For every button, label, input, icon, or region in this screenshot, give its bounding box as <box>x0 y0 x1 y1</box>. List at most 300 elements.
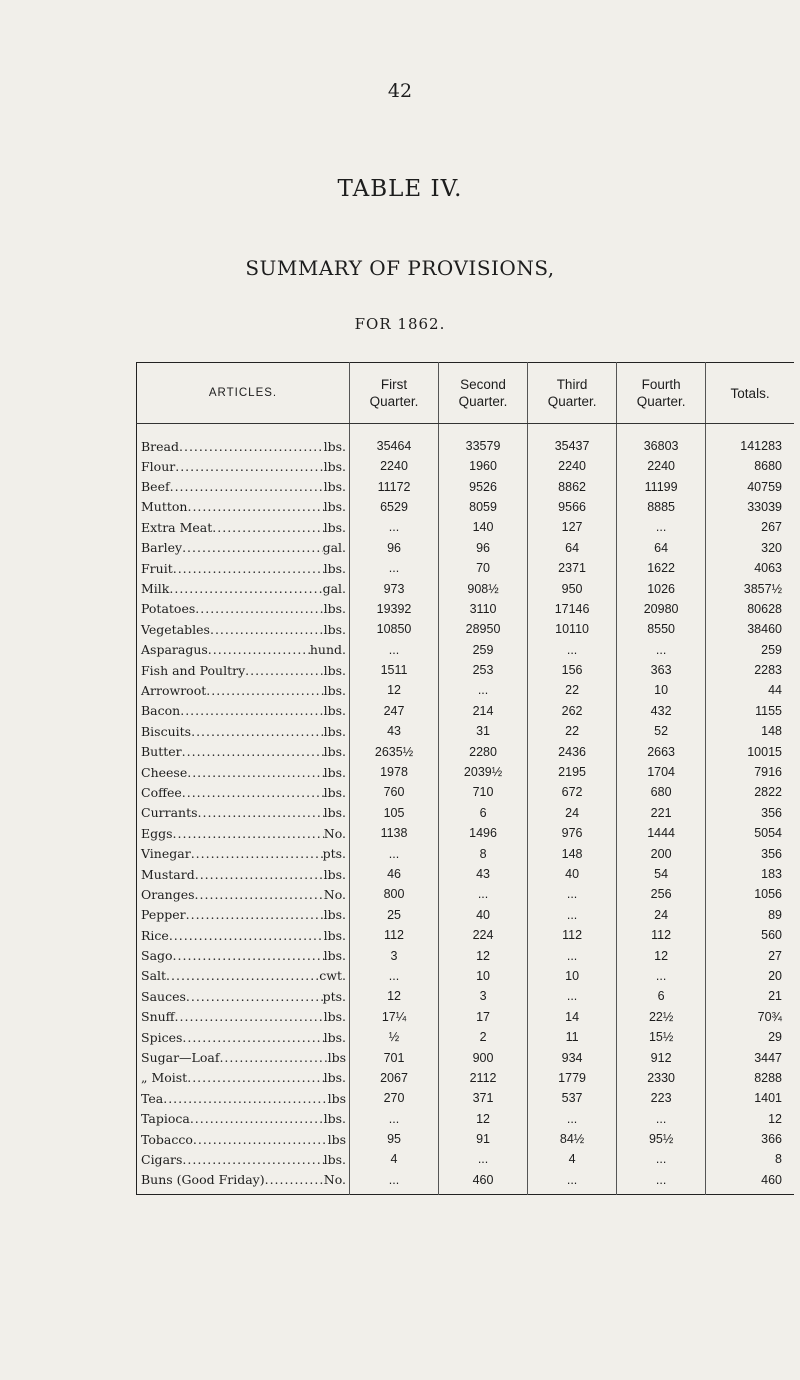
table-row <box>137 701 795 721</box>
table-row <box>137 1007 795 1027</box>
article-name: Coffee <box>141 784 182 800</box>
table-row <box>137 1109 795 1129</box>
q4-cell: 1622 <box>617 558 706 578</box>
q3-cell: 22 <box>528 721 617 741</box>
article-name: Extra Meat <box>141 519 213 535</box>
q1-cell: 112 <box>350 925 439 945</box>
article-unit: hund. <box>309 642 346 658</box>
q4-cell: 1444 <box>617 823 706 843</box>
leader-dots <box>175 459 323 474</box>
q4-cell: ... <box>617 966 706 986</box>
leader-dots <box>206 683 323 698</box>
q1-cell: ... <box>350 558 439 578</box>
leader-dots <box>187 1070 323 1085</box>
q4-cell: ... <box>617 1170 706 1195</box>
q2-cell: 460 <box>439 1170 528 1195</box>
article-cell <box>137 640 350 660</box>
article-name: Arrowroot <box>141 682 207 698</box>
article-name: Sago <box>141 948 173 964</box>
q4-cell: 1704 <box>617 762 706 782</box>
article-name: Bacon <box>141 703 181 719</box>
q1-cell: 12 <box>350 986 439 1006</box>
leader-dots <box>169 581 322 596</box>
q1-cell: ½ <box>350 1027 439 1047</box>
article-unit: lbs. <box>323 805 346 821</box>
total-cell: 10015 <box>706 741 794 761</box>
q3-cell: 156 <box>528 660 617 680</box>
total-cell: 259 <box>706 640 794 660</box>
leader-dots <box>208 642 310 657</box>
total-cell: 40759 <box>706 476 794 496</box>
q3-cell: 14 <box>528 1007 617 1027</box>
q2-cell: 40 <box>439 905 528 925</box>
total-cell: 267 <box>706 517 794 537</box>
q2-cell: 8 <box>439 843 528 863</box>
article-unit: gal. <box>322 540 346 556</box>
article-cell <box>137 1047 350 1067</box>
q2-cell: 140 <box>439 517 528 537</box>
q2-cell: 8059 <box>439 497 528 517</box>
table-row <box>137 966 795 986</box>
q1-cell: 46 <box>350 864 439 884</box>
article-name: Salt <box>141 968 167 984</box>
leader-dots <box>182 1152 323 1167</box>
total-cell: 460 <box>706 1170 794 1195</box>
q1-cell: 1978 <box>350 762 439 782</box>
leader-dots <box>210 622 324 637</box>
article-unit: lbs. <box>323 764 346 780</box>
q1-cell: 2240 <box>350 456 439 476</box>
article-unit: lbs <box>327 1050 346 1066</box>
q3-cell: 40 <box>528 864 617 884</box>
q3-cell: 9566 <box>528 497 617 517</box>
article-name: Vegetables <box>141 621 210 637</box>
table-row <box>137 884 795 904</box>
table-row <box>137 762 795 782</box>
article-cell <box>137 823 350 843</box>
header-third-quarter: Third Quarter. <box>528 363 617 424</box>
q3-cell: ... <box>528 945 617 965</box>
q2-cell: 12 <box>439 1109 528 1129</box>
article-unit: lbs. <box>323 621 346 637</box>
q3-cell: 24 <box>528 803 617 823</box>
article-name: Spices <box>141 1029 183 1045</box>
article-unit: lbs. <box>323 479 346 495</box>
leader-dots <box>182 744 324 759</box>
q4-cell: 11199 <box>617 476 706 496</box>
table-row <box>137 680 795 700</box>
table-row <box>137 456 795 476</box>
article-name: Mustard <box>141 866 195 882</box>
header-totals: Totals. <box>706 363 794 424</box>
leader-dots <box>182 540 322 555</box>
q2-cell: 2 <box>439 1027 528 1047</box>
article-unit: lbs. <box>323 1070 346 1086</box>
q4-cell: 64 <box>617 538 706 558</box>
article-cell <box>137 680 350 700</box>
article-cell <box>137 1007 350 1027</box>
article-unit: lbs. <box>323 662 346 678</box>
table-row <box>137 640 795 660</box>
q2-cell: 31 <box>439 721 528 741</box>
article-name: Fish and Poultry <box>141 662 246 678</box>
table-row <box>137 864 795 884</box>
q1-cell: 973 <box>350 578 439 598</box>
table-row <box>137 905 795 925</box>
article-cell <box>137 721 350 741</box>
article-cell <box>137 864 350 884</box>
article-cell <box>137 1088 350 1108</box>
table-row <box>137 1068 795 1088</box>
article-name: Mutton <box>141 499 188 515</box>
q3-cell: 950 <box>528 578 617 598</box>
table-row <box>137 945 795 965</box>
article-unit: lbs. <box>323 744 346 760</box>
provisions-table <box>136 362 794 1195</box>
article-name: Vinegar <box>141 846 191 862</box>
article-unit: No. <box>323 886 346 902</box>
leader-dots <box>170 479 324 494</box>
leader-dots <box>245 663 323 678</box>
leader-dots <box>163 1091 327 1106</box>
q2-cell: 2112 <box>439 1068 528 1088</box>
leader-dots <box>219 1050 327 1065</box>
total-cell: 1056 <box>706 884 794 904</box>
q4-cell: ... <box>617 640 706 660</box>
q1-cell: 35464 <box>350 424 439 457</box>
q4-cell: 15½ <box>617 1027 706 1047</box>
leader-dots <box>173 561 324 576</box>
q1-cell: 105 <box>350 803 439 823</box>
article-unit: pts. <box>322 988 346 1004</box>
article-unit: lbs. <box>323 519 346 535</box>
article-name: Currants <box>141 805 198 821</box>
table-row <box>137 782 795 802</box>
q3-cell: ... <box>528 986 617 1006</box>
article-cell <box>137 619 350 639</box>
q3-cell: ... <box>528 1109 617 1129</box>
leader-dots <box>182 785 324 800</box>
total-cell: 356 <box>706 803 794 823</box>
header-second-quarter: Second Quarter. <box>439 363 528 424</box>
q4-cell: 256 <box>617 884 706 904</box>
article-unit: lbs. <box>323 907 346 923</box>
leader-dots <box>265 1172 324 1187</box>
table-row <box>137 1088 795 1108</box>
total-cell: 80628 <box>706 599 794 619</box>
q1-cell: 247 <box>350 701 439 721</box>
q3-cell: 2195 <box>528 762 617 782</box>
article-unit: No. <box>323 825 346 841</box>
q4-cell: 36803 <box>617 424 706 457</box>
leader-dots <box>169 928 324 943</box>
q4-cell: 1026 <box>617 578 706 598</box>
article-cell <box>137 1068 350 1088</box>
q1-cell: ... <box>350 1109 439 1129</box>
article-name: Cheese <box>141 764 188 780</box>
article-unit: lbs. <box>323 438 346 454</box>
q3-cell: 84½ <box>528 1129 617 1149</box>
q4-cell: 6 <box>617 986 706 1006</box>
q4-cell: 24 <box>617 905 706 925</box>
article-cell <box>137 905 350 925</box>
q3-cell: 2436 <box>528 741 617 761</box>
q4-cell: 112 <box>617 925 706 945</box>
total-cell: 1401 <box>706 1088 794 1108</box>
article-unit: lbs <box>327 1131 346 1147</box>
q1-cell: 12 <box>350 680 439 700</box>
q2-cell: 12 <box>439 945 528 965</box>
article-cell <box>137 558 350 578</box>
leader-dots <box>190 1111 324 1126</box>
article-unit: gal. <box>322 581 346 597</box>
q2-cell: 33579 <box>439 424 528 457</box>
q2-cell: 70 <box>439 558 528 578</box>
article-name: Sauces <box>141 988 186 1004</box>
table-row <box>137 721 795 741</box>
article-unit: lbs. <box>323 927 346 943</box>
q3-cell: ... <box>528 905 617 925</box>
q2-cell: 3 <box>439 986 528 1006</box>
article-unit: lbs. <box>323 948 346 964</box>
q1-cell: ... <box>350 843 439 863</box>
q3-cell: 17146 <box>528 599 617 619</box>
table-row <box>137 424 795 457</box>
total-cell: 8680 <box>706 456 794 476</box>
q1-cell: 1138 <box>350 823 439 843</box>
article-cell <box>137 762 350 782</box>
q3-cell: 10110 <box>528 619 617 639</box>
table-row <box>137 578 795 598</box>
q2-cell: 908½ <box>439 578 528 598</box>
leader-dots <box>186 989 323 1004</box>
table-row <box>137 925 795 945</box>
q1-cell: 96 <box>350 538 439 558</box>
article-unit: No. <box>323 1172 346 1188</box>
article-name: Cigars <box>141 1151 183 1167</box>
leader-dots <box>198 805 324 820</box>
leader-dots <box>180 703 323 718</box>
article-unit: lbs <box>327 1090 346 1106</box>
article-cell <box>137 538 350 558</box>
q1-cell: 11172 <box>350 476 439 496</box>
q4-cell: 8550 <box>617 619 706 639</box>
q2-cell: 2280 <box>439 741 528 761</box>
total-cell: 20 <box>706 966 794 986</box>
leader-dots <box>186 907 324 922</box>
q3-cell: 976 <box>528 823 617 843</box>
article-unit: lbs. <box>323 1009 346 1025</box>
article-name: Barley <box>141 540 183 556</box>
table-row <box>137 1047 795 1067</box>
table-row <box>137 741 795 761</box>
leader-dots <box>191 724 324 739</box>
leader-dots <box>173 948 324 963</box>
table-row <box>137 803 795 823</box>
q1-cell: ... <box>350 517 439 537</box>
table-row <box>137 843 795 863</box>
article-cell <box>137 782 350 802</box>
q3-cell: ... <box>528 640 617 660</box>
article-cell <box>137 660 350 680</box>
article-name: Snuff <box>141 1009 175 1025</box>
q2-cell: 224 <box>439 925 528 945</box>
article-unit: cwt. <box>319 968 346 984</box>
table-row <box>137 476 795 496</box>
leader-dots <box>187 499 323 514</box>
table-row <box>137 517 795 537</box>
q4-cell: 54 <box>617 864 706 884</box>
article-name: Sugar—Loaf <box>141 1050 220 1066</box>
q2-cell: 214 <box>439 701 528 721</box>
q1-cell: 25 <box>350 905 439 925</box>
q2-cell: 900 <box>439 1047 528 1067</box>
article-unit: lbs. <box>323 499 346 515</box>
q2-cell: ... <box>439 680 528 700</box>
q3-cell: 127 <box>528 517 617 537</box>
q1-cell: 701 <box>350 1047 439 1067</box>
q1-cell: 1511 <box>350 660 439 680</box>
table-row <box>137 823 795 843</box>
q4-cell: 95½ <box>617 1129 706 1149</box>
article-name: Tapioca <box>141 1111 190 1127</box>
leader-dots <box>191 846 323 861</box>
table-row <box>137 619 795 639</box>
article-name: Beef <box>141 479 170 495</box>
table-subtitle: SUMMARY OF PROVISIONS, <box>245 256 555 280</box>
total-cell: 320 <box>706 538 794 558</box>
q1-cell: 10850 <box>350 619 439 639</box>
article-cell <box>137 803 350 823</box>
q3-cell: 672 <box>528 782 617 802</box>
article-cell <box>137 1149 350 1169</box>
q4-cell: 200 <box>617 843 706 863</box>
article-name: Tea <box>141 1090 164 1106</box>
article-unit: lbs. <box>323 703 346 719</box>
q4-cell: 12 <box>617 945 706 965</box>
header-articles: ARTICLES. <box>137 363 350 424</box>
leader-dots <box>195 887 324 902</box>
q2-cell: ... <box>439 1149 528 1169</box>
q3-cell: 537 <box>528 1088 617 1108</box>
q3-cell: 148 <box>528 843 617 863</box>
article-name: Fruit <box>141 560 173 576</box>
q1-cell: 800 <box>350 884 439 904</box>
q4-cell: 432 <box>617 701 706 721</box>
article-cell <box>137 456 350 476</box>
total-cell: 21 <box>706 986 794 1006</box>
table-row <box>137 1027 795 1047</box>
article-name: Rice <box>141 927 169 943</box>
table-row <box>137 986 795 1006</box>
total-cell: 1155 <box>706 701 794 721</box>
total-cell: 33039 <box>706 497 794 517</box>
table-row <box>137 660 795 680</box>
total-cell: 2822 <box>706 782 794 802</box>
total-cell: 38460 <box>706 619 794 639</box>
q4-cell: 20980 <box>617 599 706 619</box>
table-row <box>137 1129 795 1149</box>
total-cell: 366 <box>706 1129 794 1149</box>
article-unit: lbs. <box>323 866 346 882</box>
total-cell: 183 <box>706 864 794 884</box>
article-cell <box>137 424 350 457</box>
article-unit: lbs. <box>323 560 346 576</box>
q2-cell: 6 <box>439 803 528 823</box>
article-name: Butter <box>141 744 182 760</box>
q3-cell: 112 <box>528 925 617 945</box>
table-row <box>137 538 795 558</box>
total-cell: 44 <box>706 680 794 700</box>
header-row <box>137 363 795 424</box>
leader-dots <box>187 765 323 780</box>
leader-dots <box>173 826 324 841</box>
article-cell <box>137 1109 350 1129</box>
q3-cell: 934 <box>528 1047 617 1067</box>
q3-cell: 35437 <box>528 424 617 457</box>
article-name: Biscuits <box>141 723 192 739</box>
article-cell <box>137 701 350 721</box>
q1-cell: ... <box>350 640 439 660</box>
table-row <box>137 1170 795 1195</box>
total-cell: 8 <box>706 1149 794 1169</box>
q3-cell: 10 <box>528 966 617 986</box>
article-name: Tobacco <box>141 1131 193 1147</box>
article-unit: lbs. <box>323 682 346 698</box>
q3-cell: 11 <box>528 1027 617 1047</box>
q2-cell: 259 <box>439 640 528 660</box>
header-first-quarter: First Quarter. <box>350 363 439 424</box>
table-row <box>137 558 795 578</box>
article-cell <box>137 1129 350 1149</box>
article-cell <box>137 966 350 986</box>
total-cell: 2283 <box>706 660 794 680</box>
q4-cell: 2330 <box>617 1068 706 1088</box>
article-name: Potatoes <box>141 601 196 617</box>
article-cell <box>137 517 350 537</box>
article-unit: lbs. <box>323 723 346 739</box>
leader-dots <box>182 1030 323 1045</box>
q1-cell: ... <box>350 966 439 986</box>
total-cell: 12 <box>706 1109 794 1129</box>
leader-dots <box>195 867 324 882</box>
total-cell: 7916 <box>706 762 794 782</box>
article-cell <box>137 843 350 863</box>
article-unit: pts. <box>322 846 346 862</box>
table-row <box>137 1149 795 1169</box>
q2-cell: 3110 <box>439 599 528 619</box>
q2-cell: 1960 <box>439 456 528 476</box>
total-cell: 5054 <box>706 823 794 843</box>
article-unit: lbs. <box>323 784 346 800</box>
total-cell: 89 <box>706 905 794 925</box>
article-cell <box>137 945 350 965</box>
q1-cell: 6529 <box>350 497 439 517</box>
q2-cell: 96 <box>439 538 528 558</box>
total-cell: 356 <box>706 843 794 863</box>
leader-dots <box>193 1132 328 1147</box>
q2-cell: 17 <box>439 1007 528 1027</box>
total-cell: 141283 <box>706 424 794 457</box>
article-unit: lbs. <box>323 1151 346 1167</box>
article-name: „ Moist <box>141 1070 188 1086</box>
leader-dots <box>179 439 324 454</box>
q2-cell: 2039½ <box>439 762 528 782</box>
q3-cell: 262 <box>528 701 617 721</box>
header-fourth-quarter: Fourth Quarter. <box>617 363 706 424</box>
q2-cell: 10 <box>439 966 528 986</box>
page-number: 42 <box>387 80 413 102</box>
